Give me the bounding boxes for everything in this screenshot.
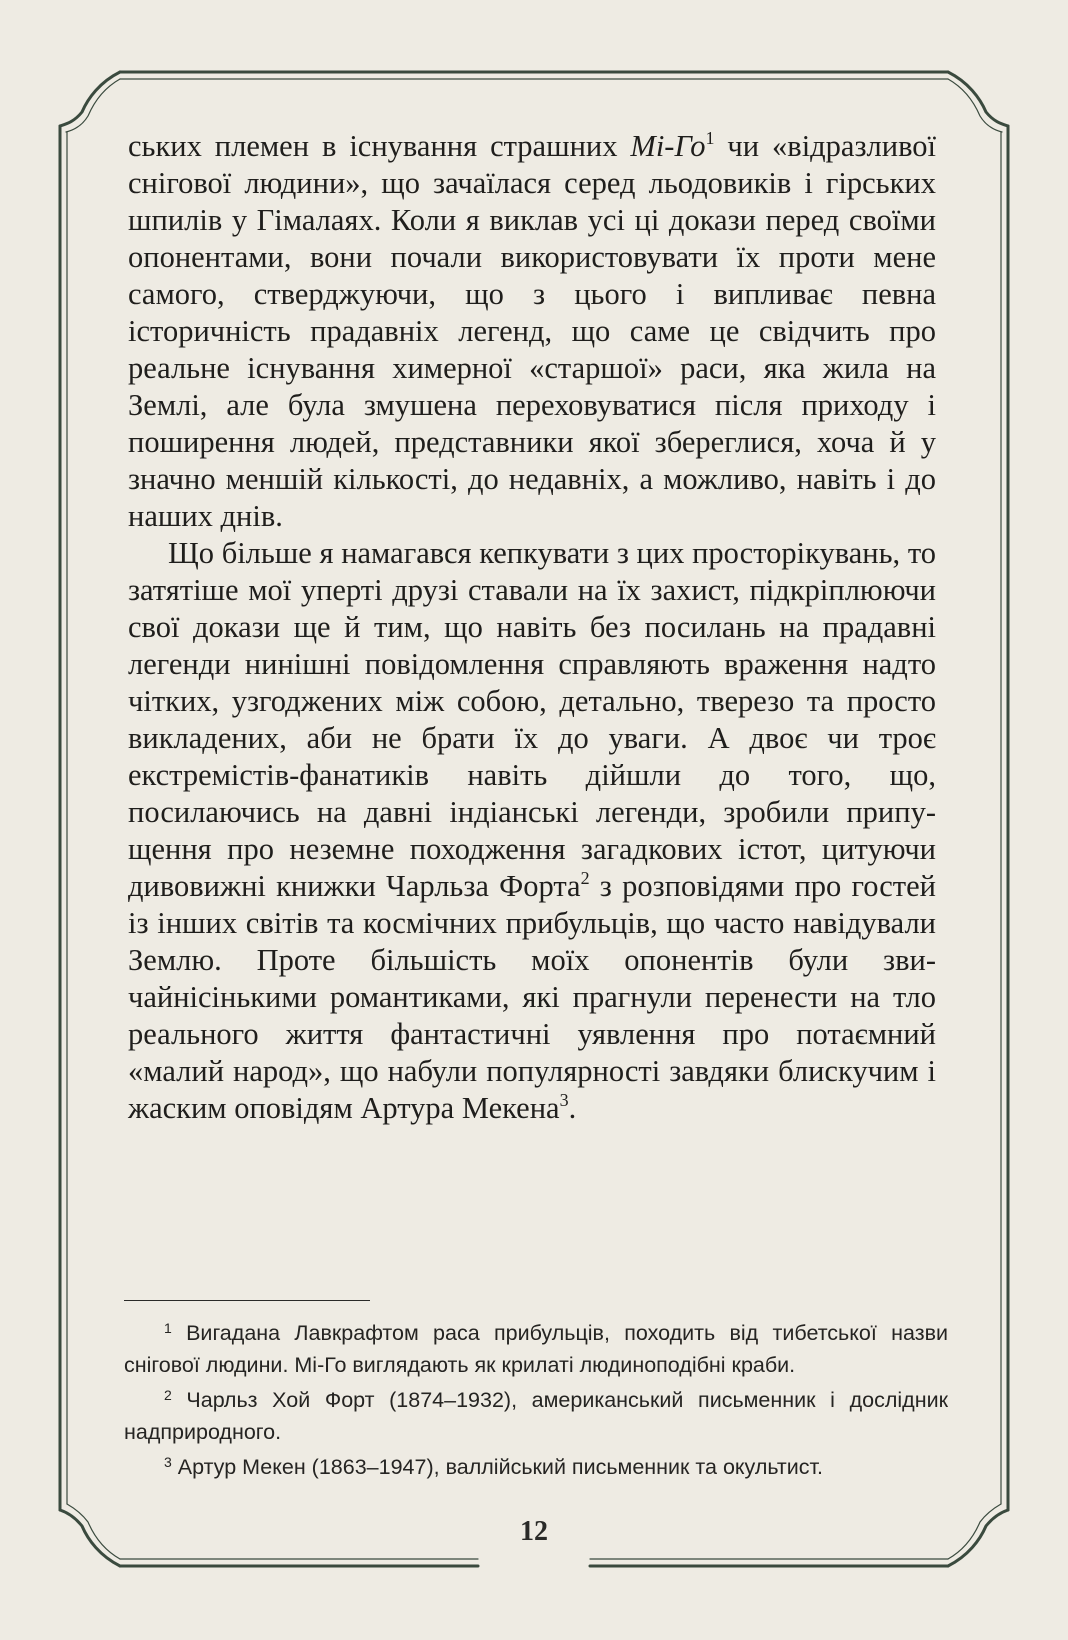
paragraph-2-text-a: Що більше я намагався кепкувати з цих просторікувань, то затятіше мої уперті друзі ставали на їх захист, підкріплюючи свої докази ще й тим, що навіть без посилань на прадавні легенди нинішні повідомлення справляють враження надто чітких, узгоджених між собою, детально, тверезо та просто викладених, аби не брати їх до уваги. А двоє чи троє екстремістів-фанатиків навіть дійшли до того, що, посилаючись на давні індіанські легенди, зробили припущення про неземне походження загадкових істот, цитуючи дивовижні книжки Чарльза Форта — [128, 536, 936, 903]
paragraph-2-text-c: . — [568, 1091, 577, 1125]
footnote-text: Артур Мекен (1863–1947), валлійський письменник та окультист. — [171, 1455, 823, 1479]
paragraph-2 — [128, 535, 936, 1127]
footnote-text: Чарльз Хой Форт (1874–1932), американський письменник і дослідник надприродного. — [124, 1388, 948, 1444]
footnote-2 — [124, 1384, 948, 1448]
footnote-ref-3[interactable]: 3 — [559, 1090, 569, 1110]
paragraph-2-text-b: з розповідями про гостей із інших світів та космічних прибульців, що часто навідували Землю. Проте більшість моїх опонентів були звичайнісінькими романтиками, які прагнули перенести на тло реального життя фантастичні уявлення про потаємний «малий народ», що набули популярності завдяки блискучим і жаским оповідям Артура Мекена — [128, 869, 936, 1125]
footnotes — [124, 1317, 948, 1486]
main-text — [128, 128, 936, 1127]
footnote-divider — [124, 1300, 370, 1301]
footnote-number: 1 — [164, 1320, 172, 1336]
paragraph-1 — [128, 128, 936, 535]
mi-go-term: Мі-Го — [630, 129, 706, 163]
footnote-text: Вигадана Лавкрафтом раса прибульців, походить від тибетської назви снігової людини. Мі-Го виглядають як крилаті людиноподібні краби. — [124, 1321, 948, 1377]
page-number: 12 — [520, 1516, 548, 1547]
paragraph-1-text-b: чи «відразливої снігової людини», що зачаїлася серед льодовиків і гірських шпилів у Гімалаях. Коли я виклав усі ці докази перед своїми опонентами, вони почали використовувати їх проти мене самого, стверджуючи, що з цього і випливає певна історичність прадавніх легенд, що саме це свідчить про реальне існування химерної «старшої» раси, яка жила на Землі, але була змушена переховуватися після приходу і поширення людей, представники якої збереглися, хоча й у значно меншій кількості, до недавніх, а можливо, навіть і до наших днів. — [128, 129, 936, 533]
footnote-ref-2[interactable]: 2 — [580, 868, 590, 888]
footnote-number: 3 — [164, 1454, 172, 1470]
footnote-ref-1[interactable]: 1 — [705, 128, 715, 148]
footnote-1 — [124, 1317, 948, 1381]
footnote-3 — [124, 1451, 948, 1483]
paragraph-1-text-a: ських племен в існування страшних — [128, 129, 631, 163]
footnote-number: 2 — [164, 1387, 172, 1403]
